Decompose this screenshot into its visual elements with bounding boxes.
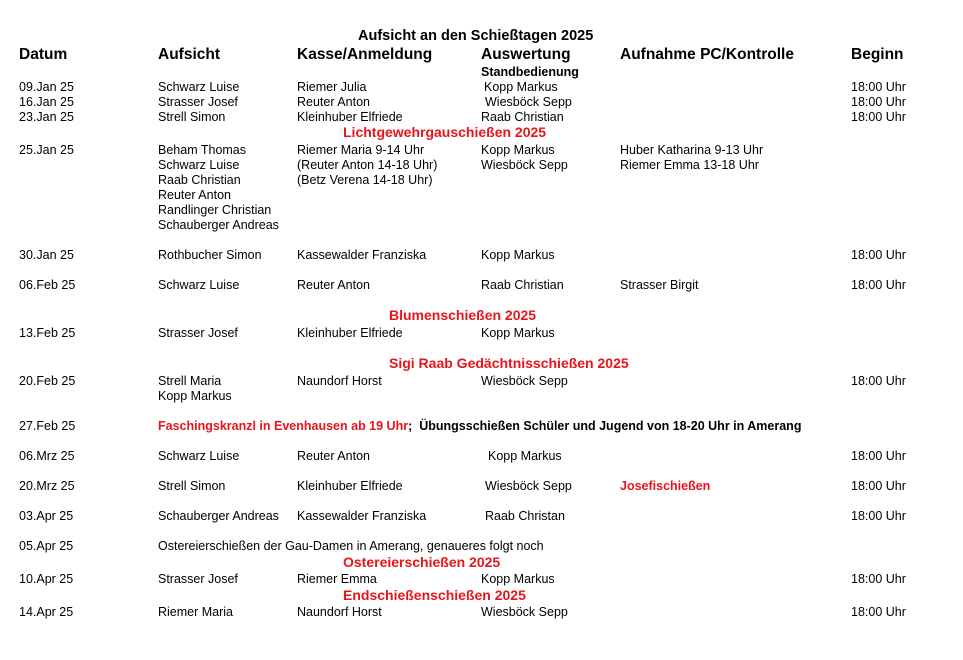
row-kasse: Riemer Maria 9-14 Uhr	[297, 143, 425, 157]
row-kasse: Riemer Emma	[297, 572, 377, 586]
header-standbedienung: Standbedienung	[481, 65, 579, 79]
row-kasse: Kleinhuber Elfriede	[297, 479, 403, 493]
row-aufsicht: Beham Thomas	[158, 143, 247, 157]
row-date: 14.Apr 25	[19, 605, 74, 619]
note-event-red: Faschingskranzl in Evenhausen ab 19 Uhr	[158, 419, 409, 433]
row-kasse: Kassewalder Franziska	[297, 509, 427, 523]
row-aufsicht: Raab Christian	[158, 173, 241, 187]
row-auswertung: Wiesböck Sepp	[481, 158, 568, 172]
row-beginn: 18:00 Uhr	[851, 572, 906, 586]
row-kasse: Reuter Anton	[297, 95, 370, 109]
row-auswertung: Raab Christian	[481, 278, 564, 292]
row-aufnahme: Riemer Emma 13-18 Uhr	[620, 158, 759, 172]
row-date: 16.Jan 25	[19, 95, 74, 109]
row-beginn: 18:00 Uhr	[851, 248, 906, 262]
row-aufnahme: Huber Katharina 9-13 Uhr	[620, 143, 764, 157]
header-aufnahme: Aufnahme PC/Kontrolle	[620, 46, 794, 63]
row-date: 20.Mrz 25	[19, 479, 75, 493]
row-aufsicht: Strasser Josef	[158, 326, 238, 340]
header-beginn: Beginn	[851, 46, 904, 63]
section-heading-blumen: Blumenschießen 2025	[389, 307, 537, 323]
row-aufsicht: Riemer Maria	[158, 605, 234, 619]
row-aufsicht: Schwarz Luise	[158, 278, 240, 292]
row-kasse: Riemer Julia	[297, 80, 367, 94]
row-kasse: Reuter Anton	[297, 278, 370, 292]
row-aufnahme: Josefischießen	[620, 479, 711, 493]
row-auswertung: Wiesböck Sepp	[481, 374, 568, 388]
row-note: Ostereierschießen der Gau-Damen in Amerang, genaueres folgt noch	[158, 539, 544, 553]
row-auswertung: Kopp Markus	[484, 80, 558, 94]
row-auswertung: Wiesböck Sepp	[481, 605, 568, 619]
row-date: 20.Feb 25	[19, 374, 76, 388]
row-aufsicht: Strell Maria	[158, 374, 222, 388]
row-aufsicht: Kopp Markus	[158, 389, 232, 403]
row-auswertung: Kopp Markus	[481, 572, 555, 586]
row-kasse: Reuter Anton	[297, 449, 370, 463]
row-auswertung: Raab Christan	[485, 509, 565, 523]
row-note	[158, 419, 801, 434]
header-kasse: Kasse/Anmeldung	[297, 46, 433, 63]
row-aufsicht: Schwarz Luise	[158, 158, 240, 172]
row-aufsicht: Strell Simon	[158, 479, 226, 493]
row-aufsicht: Reuter Anton	[158, 188, 231, 202]
header-datum: Datum	[19, 46, 68, 63]
row-beginn: 18:00 Uhr	[851, 449, 906, 463]
section-heading-osterei: Ostereierschießen 2025	[343, 554, 501, 570]
header-auswertung: Auswertung	[481, 46, 571, 63]
row-date: 23.Jan 25	[19, 110, 74, 124]
row-aufsicht: Rothbucher Simon	[158, 248, 262, 262]
row-date: 13.Feb 25	[19, 326, 76, 340]
row-beginn: 18:00 Uhr	[851, 110, 906, 124]
row-aufsicht: Strell Simon	[158, 110, 226, 124]
row-beginn: 18:00 Uhr	[851, 95, 906, 109]
note-separator: ;	[408, 419, 413, 433]
row-date: 27.Feb 25	[19, 419, 76, 433]
row-aufsicht: Schwarz Luise	[158, 80, 240, 94]
row-beginn: 18:00 Uhr	[851, 509, 906, 523]
row-date: 03.Apr 25	[19, 509, 74, 523]
row-aufsicht: Randlinger Christian	[158, 203, 272, 217]
section-heading-lichtgewehr: Lichtgewehrgauschießen 2025	[343, 124, 547, 140]
row-auswertung: Wiesböck Sepp	[485, 95, 572, 109]
section-heading-endschiessen: Endschießenschießen 2025	[343, 587, 526, 603]
header-aufsicht: Aufsicht	[158, 46, 220, 63]
row-aufnahme: Strasser Birgit	[620, 278, 699, 292]
row-date: 30.Jan 25	[19, 248, 74, 262]
row-kasse: Kassewalder Franziska	[297, 248, 427, 262]
section-heading-sigi-raab: Sigi Raab Gedächtnisschießen 2025	[389, 355, 629, 371]
row-beginn: 18:00 Uhr	[851, 278, 906, 292]
row-auswertung: Kopp Markus	[488, 449, 562, 463]
row-aufsicht: Strasser Josef	[158, 572, 238, 586]
row-kasse: (Reuter Anton 14-18 Uhr)	[297, 158, 438, 172]
row-auswertung: Raab Christian	[481, 110, 564, 124]
row-date: 09.Jan 25	[19, 80, 74, 94]
row-aufsicht: Strasser Josef	[158, 95, 238, 109]
row-auswertung: Kopp Markus	[481, 326, 555, 340]
row-kasse: Naundorf Horst	[297, 374, 382, 388]
row-beginn: 18:00 Uhr	[851, 479, 906, 493]
row-beginn: 18:00 Uhr	[851, 605, 906, 619]
row-kasse: Naundorf Horst	[297, 605, 382, 619]
row-auswertung: Kopp Markus	[481, 248, 555, 262]
row-kasse: Kleinhuber Elfriede	[297, 326, 403, 340]
row-kasse: Kleinhuber Elfriede	[297, 110, 403, 124]
row-beginn: 18:00 Uhr	[851, 80, 906, 94]
row-kasse: (Betz Verena 14-18 Uhr)	[297, 173, 433, 187]
row-aufsicht: Schwarz Luise	[158, 449, 240, 463]
row-aufsicht: Schauberger Andreas	[158, 509, 279, 523]
row-date: 06.Feb 25	[19, 278, 76, 292]
row-beginn: 18:00 Uhr	[851, 374, 906, 388]
row-date: 06.Mrz 25	[19, 449, 75, 463]
row-auswertung: Wiesböck Sepp	[485, 479, 572, 493]
row-aufsicht: Schauberger Andreas	[158, 218, 279, 232]
page-title: Aufsicht an den Schießtagen 2025	[358, 28, 594, 44]
row-date: 05.Apr 25	[19, 539, 74, 553]
row-auswertung: Kopp Markus	[481, 143, 555, 157]
row-date: 10.Apr 25	[19, 572, 74, 586]
note-event: Übungsschießen Schüler und Jugend von 18-20 Uhr in Amerang	[419, 419, 802, 433]
row-date: 25.Jan 25	[19, 143, 74, 157]
